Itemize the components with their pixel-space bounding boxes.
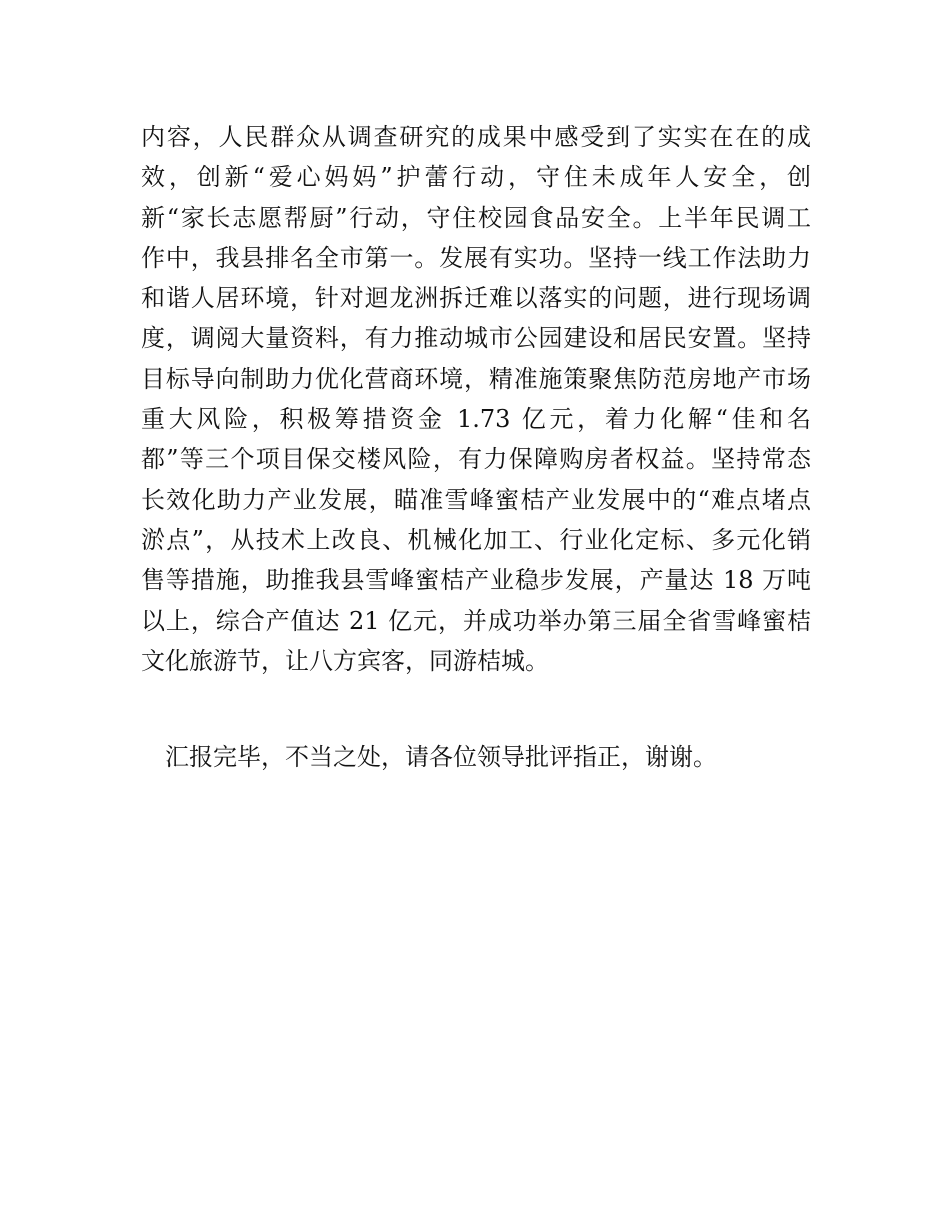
paragraph-line: 新“家长志愿帮厨”行动，守住校园食品安全。上半年民调工 xyxy=(141,203,811,232)
paragraph-line: 重大风险，积极筹措资金 1.73 亿元，着力化解“佳和名 xyxy=(141,405,811,434)
paragraph-line: 作中，我县排名全市第一。发展有实功。坚持一线工作法助力 xyxy=(141,243,811,272)
paragraph-line: 售等措施，助推我县雪峰蜜桔产业稳步发展，产量达 18 万吨 xyxy=(141,566,811,595)
report-paragraph xyxy=(141,117,811,681)
paragraph-line: 淤点”，从技术上改良、机械化加工、行业化定标、多元化销 xyxy=(141,525,811,554)
paragraph-line: 长效化助力产业发展，瞄准雪峰蜜桔产业发展中的“难点堵点 xyxy=(141,485,811,514)
paragraph-line: 度，调阅大量资料，有力推动城市公园建设和居民安置。坚持 xyxy=(141,324,811,353)
paragraph-line: 目标导向制助力优化营商环境，精准施策聚焦防范房地产市场 xyxy=(141,364,811,393)
paragraph-line: 都”等三个项目保交楼风险，有力保障购房者权益。坚持常态 xyxy=(141,445,811,474)
paragraph-line: 以上，综合产值达 21 亿元，并成功举办第三届全省雪峰蜜桔 xyxy=(141,606,811,635)
paragraph-line: 效，创新“爱心妈妈”护蕾行动，守住未成年人安全，创 xyxy=(141,163,811,192)
paragraph-line: 内容，人民群众从调查研究的成果中感受到了实实在在的成 xyxy=(141,123,811,151)
paragraph-line: 和谐人居环境，针对迴龙洲拆迁难以落实的问题，进行现场调 xyxy=(141,284,811,313)
paragraph-line: 文化旅游节，让八方宾客，同游桔城。 xyxy=(141,646,549,675)
closing-remark: 汇报完毕，不当之处，请各位领导批评指正，谢谢。 xyxy=(165,743,717,771)
